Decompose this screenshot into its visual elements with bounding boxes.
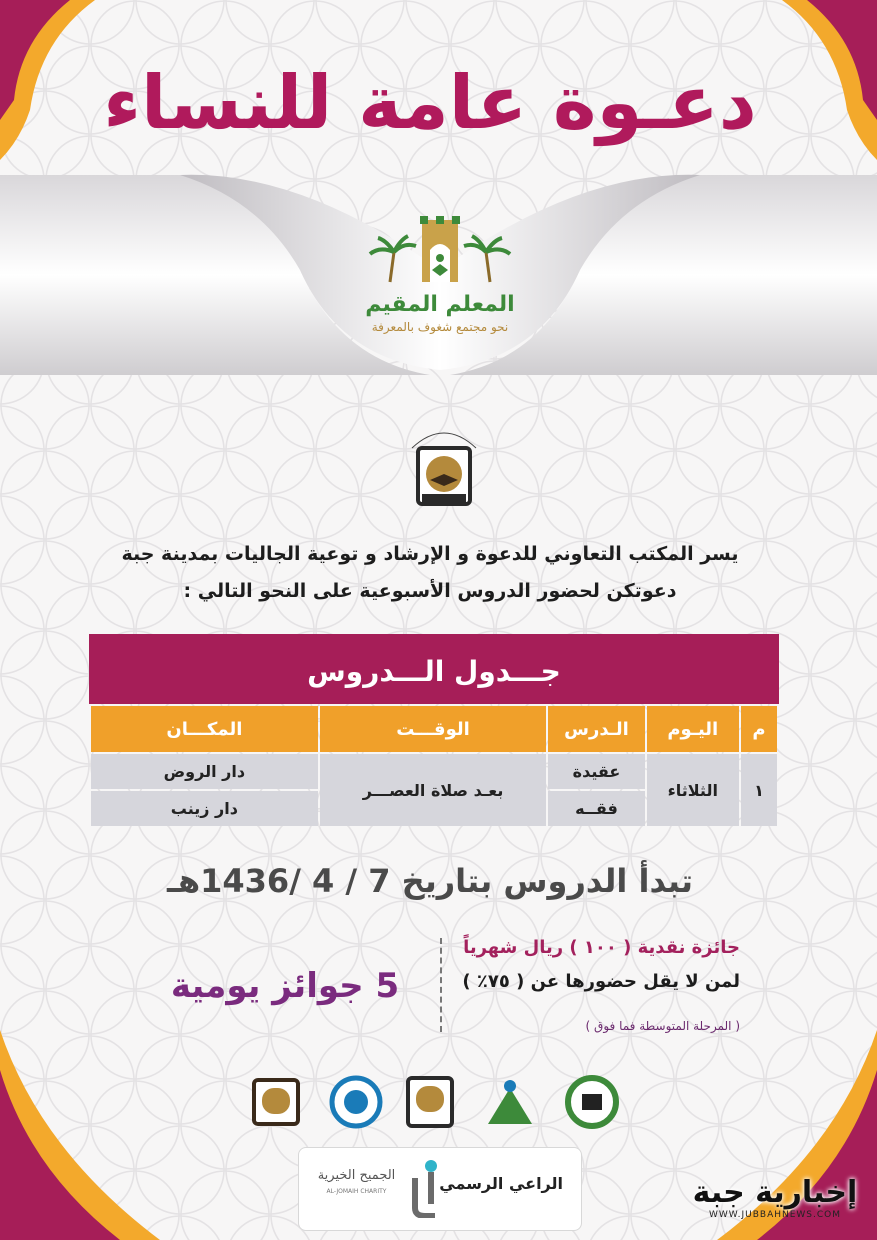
monthly-prize-line-1: جائزة نقدية ( ١٠٠ ) ريال شهرياً (463, 937, 740, 958)
prize-eligibility-note: ( المرحلة المتوسطة فما فوق ) (585, 1019, 740, 1033)
charity-name-english: AL-JOMAIH CHARITY (326, 1188, 387, 1195)
program-logo-name: المعلم المقيم (365, 292, 515, 317)
watermark-text: إخبارية جبة (692, 1175, 858, 1210)
daily-prizes: 5 جوائز يومية (170, 966, 400, 1006)
program-logo-tagline: نحو مجتمع شغوف بالمعرفة (371, 320, 509, 334)
header-time: الوقـــت (320, 706, 547, 752)
intro-line-1: يسر المكتب التعاوني للدعوة و الإرشاد و توعية الجاليات بمدينة جبة (121, 543, 739, 565)
watermark-url: WWW.JUBBAHNEWS.COM (708, 1210, 842, 1220)
official-sponsor-box (298, 1147, 582, 1231)
castle-palm-icon (360, 212, 520, 292)
cell-lesson-2: فقــه (548, 791, 644, 826)
start-date: تبدأ الدروس بتاريخ 7 / 4 /1436هـ (167, 862, 693, 900)
cell-place-2: دار زينب (91, 791, 318, 826)
partner-logos (248, 1068, 628, 1138)
schedule-title: جـــدول الـــدروس (89, 634, 779, 704)
partner-logo-2-icon (332, 1078, 380, 1126)
schedule-table (89, 634, 779, 828)
table-row (91, 754, 777, 789)
cell-num: ١ (741, 754, 777, 826)
partner-logo-4-icon (488, 1080, 532, 1124)
partner-logo-1-icon (254, 1080, 298, 1124)
header-num: م (741, 706, 777, 752)
news-watermark (680, 1175, 870, 1220)
cell-lesson-1: عقيدة (548, 754, 644, 789)
partner-logo-5-icon (568, 1078, 616, 1126)
corner-ornament-bottom-left (0, 1030, 170, 1240)
monthly-prize-line-2: لمن لا يقل حضورها عن ( ٧٥٪ ) (462, 971, 740, 992)
cell-place-1: دار الروض (91, 754, 318, 789)
header-lesson: الـدرس (548, 706, 644, 752)
schedule-header-row (91, 706, 777, 752)
program-logo (360, 212, 520, 342)
charity-logo-icon (405, 1158, 445, 1218)
office-emblem-icon (404, 418, 484, 518)
charity-name-arabic: الجميح الخيرية (317, 1168, 396, 1183)
header-place: المكـــان (91, 706, 318, 752)
partner-logo-3-icon (408, 1078, 452, 1126)
official-sponsor-label: الراعي الرسمي (439, 1174, 563, 1193)
poster-title: دعـوة عامة للنساء (103, 60, 757, 146)
prize-divider (440, 938, 442, 1032)
cell-day: الثلاثاء (647, 754, 739, 826)
header-day: اليـوم (647, 706, 739, 752)
cell-time: بعـد صلاة العصـــر (320, 754, 547, 826)
intro-line-2: دعوتكن لحضور الدروس الأسبوعية على النحو التالي : (183, 580, 677, 602)
schedule-grid (89, 704, 779, 828)
